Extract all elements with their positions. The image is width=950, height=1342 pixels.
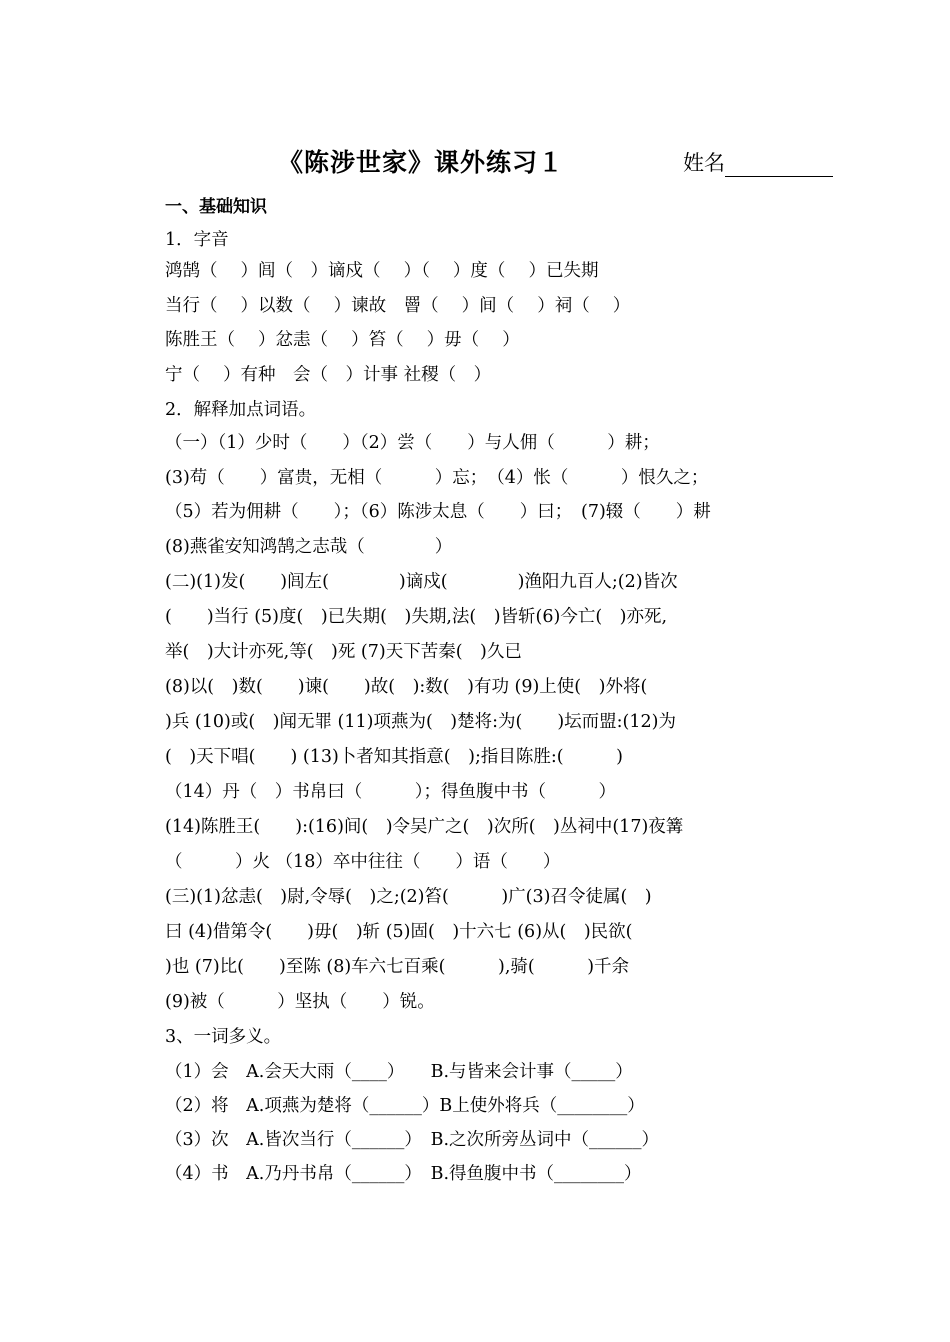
explain-line-11: （14）丹（ ）书帛曰（ ）；得鱼腹中书（ ）	[165, 782, 617, 802]
explain-line-9: )兵 (10)或( )闻无罪 (11)项燕为( )楚将:为( )坛而盟:(12)为	[165, 712, 676, 732]
explain-line-5: (二)(1)发( )闾左( )谪戍( )渔阳九百人;(2)皆次	[165, 572, 678, 592]
explain-line-14: (三)(1)忿恚( )尉,令辱( )之;(2)笞( )广(3)召令徒属( )	[165, 887, 652, 907]
explain-line-10: ( )天下唱( ) (13)卜者知其指意( );指目陈胜:( )	[165, 747, 623, 767]
explain-line-17: (9)被（ ）坚执（ ）锐。	[165, 992, 435, 1012]
polysemy-line-2: （2）将 A.项燕为楚将（______）B上使外将兵（________）	[165, 1096, 645, 1116]
explain-line-2: (3)苟（ ）富贵，无相（ ）忘； （4）怅（ ）恨久之；	[165, 468, 709, 488]
explain-line-6: ( )当行 (5)度( )已失期( )失期,法( )皆斩(6)今亡( )亦死,	[165, 607, 668, 627]
explain-line-13: （ ）火 （18）卒中往往（ ）语（ ）	[165, 852, 561, 872]
subsection-pronunciation: 1．字音	[165, 230, 229, 250]
worksheet-title: 《陈涉世家》课外练习１	[278, 148, 565, 177]
subsection-polysemy: 3、一词多义。	[165, 1027, 282, 1047]
name-field	[683, 147, 833, 177]
polysemy-line-4: （4）书 A.乃丹书帛（______） B.得鱼腹中书（________）	[165, 1164, 642, 1184]
pronunciation-line-3: 陈胜王（ ）忿恚（ ）笞（ ）毋（ ）	[165, 330, 520, 350]
polysemy-line-1: （1）会 A.会天大雨（____） B.与皆来会计事（_____）	[165, 1062, 633, 1082]
pronunciation-line-4: 宁（ ）有种 会（ ）计事 社稷（ ）	[165, 365, 492, 385]
name-label: 姓名	[683, 151, 725, 175]
title-row	[0, 143, 950, 183]
pronunciation-line-1: 鸿鹄（ ）闾（ ）谪戍（ ）（ ）度（ ）已失期	[165, 261, 599, 281]
explain-line-15: 曰 (4)借第令( )毋( )斩 (5)固( )十六七 (6)从( )民欲(	[165, 922, 633, 942]
explain-line-1: （一）（1）少时（ ）（2）尝（ ）与人佣（ ）耕；	[165, 433, 660, 453]
explain-line-16: )也 (7)比( )至陈 (8)车六七百乘( ),骑( )千余	[165, 957, 630, 977]
section-heading-basics: 一、基础知识	[165, 197, 267, 217]
explain-line-7: 举( )大计亦死,等( )死 (7)天下苦秦( )久已	[165, 642, 522, 662]
explain-line-12: (14)陈胜王( ):(16)间( )令吴广之( )次所( )丛祠中(17)夜篝	[165, 817, 684, 837]
explain-line-3: （5）若为佣耕（ ）；（6）陈涉太息（ ）曰； (7)辍（ ）耕	[165, 502, 711, 522]
explain-line-8: (8)以( )数( )谏( )故( ):数( )有功 (9)上使( )外将(	[165, 677, 648, 697]
polysemy-line-3: （3）次 A.皆次当行（______） B.之次所旁丛词中（______）	[165, 1130, 660, 1150]
pronunciation-line-2: 当行（ ）以数（ ）谏故 罾（ ）间（ ）祠（ ）	[165, 296, 631, 316]
name-blank-line	[725, 154, 833, 177]
explain-line-4: (8)燕雀安知鸿鹄之志哉（ ）	[165, 537, 453, 557]
subsection-explain: 2．解释加点词语。	[165, 400, 317, 420]
